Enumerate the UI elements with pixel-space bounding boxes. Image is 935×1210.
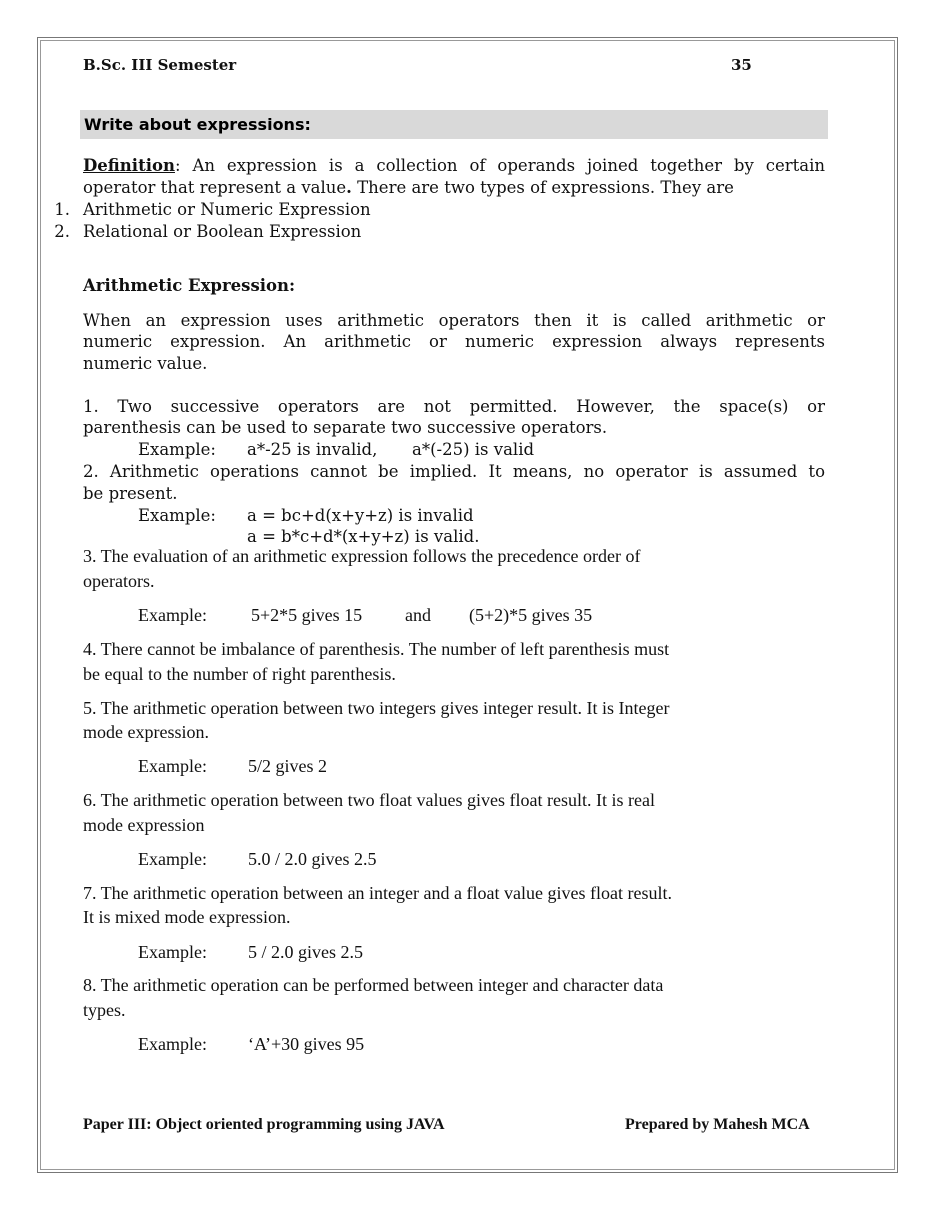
rule-3-example-label: Example:	[138, 605, 207, 625]
rule-6-line-1: 6. The arithmetic operation between two float values gives float result. It is real	[83, 790, 655, 810]
section-heading: Write about expressions:	[84, 115, 311, 134]
rule-3-example-a: 5+2*5 gives 15	[251, 605, 363, 625]
definition-label: Definition	[83, 156, 175, 175]
section-heading-band	[80, 110, 828, 139]
rule-3-line-1: 3. The evaluation of an arithmetic expression follows the precedence order of	[83, 546, 641, 566]
rule-8-line-1: 8. The arithmetic operation can be performed between integer and character data	[83, 975, 664, 995]
definition-text-2b: There are two types of expressions. They are	[351, 178, 734, 197]
arithmetic-title: Arithmetic Expression:	[83, 276, 296, 295]
footer-paper-title: Paper III: Object oriented programming using JAVA	[83, 1116, 445, 1133]
rule-5-line-2: mode expression.	[83, 722, 209, 742]
rule-4-line-1: 4. There cannot be imbalance of parenthesis. The number of left parenthesis must	[83, 639, 670, 659]
rule-8-line-2: types.	[83, 1000, 126, 1020]
rule-7-line-2: It is mixed mode expression.	[83, 907, 291, 927]
definition-text-1: An expression is a collection of operands joined together by certain	[192, 156, 826, 175]
rule-7-example-label: Example:	[138, 942, 207, 962]
rule-8-example: ‘A’+30 gives 95	[248, 1034, 365, 1054]
rule-1-line-2: parenthesis can be used to separate two successive operators.	[83, 418, 608, 437]
rule-4-line-2: be equal to the number of right parenthesis.	[83, 664, 396, 684]
rule-7-example: 5 / 2.0 gives 2.5	[248, 942, 363, 962]
definition-text-2a: operator that represent a value	[83, 178, 347, 197]
rule-5-example-label: Example:	[138, 756, 207, 776]
list-marker: 2.	[54, 222, 70, 241]
rule-2-line-1: 2. Arithmetic operations cannot be implied. It means, no operator is assumed to	[83, 462, 825, 481]
rule-3-example-and: and	[405, 605, 431, 625]
footer-author: Prepared by Mahesh MCA	[625, 1116, 810, 1133]
rule-1-line-1: 1. Two successive operators are not permitted. However, the space(s) or	[83, 397, 825, 416]
rule-2-line-2: be present.	[83, 484, 178, 503]
definition-colon: :	[174, 156, 181, 175]
rule-3-example-b: (5+2)*5 gives 35	[469, 605, 593, 625]
arithmetic-intro-1: When an expression uses arithmetic operators then it is called arithmetic or	[83, 311, 825, 330]
rule-5-line-1: 5. The arithmetic operation between two integers gives integer result. It is Integer	[83, 698, 670, 718]
rule-1-example-valid: a*(-25) is valid	[412, 440, 535, 459]
list-marker: 1.	[54, 200, 70, 219]
rule-6-example-label: Example:	[138, 849, 207, 869]
page-number: 35	[731, 56, 752, 74]
header-course: B.Sc. III Semester	[83, 56, 237, 74]
arithmetic-intro-2: numeric expression. An arithmetic or numeric expression always represents	[83, 332, 825, 351]
rule-7-line-1: 7. The arithmetic operation between an integer and a float value gives float result.	[83, 883, 672, 903]
rule-1-example-label: Example:	[138, 440, 216, 459]
list-item-text: Relational or Boolean Expression	[83, 222, 362, 241]
list-item-text: Arithmetic or Numeric Expression	[83, 200, 371, 219]
rule-6-example: 5.0 / 2.0 gives 2.5	[248, 849, 377, 869]
rule-2-example-valid: a = b*c+d*(x+y+z) is valid.	[247, 527, 480, 546]
arithmetic-intro-3: numeric value.	[83, 354, 208, 373]
definition-bold-dot: .	[346, 178, 352, 197]
rule-5-example: 5/2 gives 2	[248, 756, 327, 776]
definition-line-2	[83, 177, 734, 199]
rule-6-line-2: mode expression	[83, 815, 205, 835]
rule-1-example-invalid: a*-25 is invalid,	[247, 440, 378, 459]
rule-2-example-label: Example:	[138, 506, 216, 525]
rule-8-example-label: Example:	[138, 1034, 207, 1054]
rule-3-line-2: operators.	[83, 571, 155, 591]
definition-line-1	[83, 155, 825, 177]
rule-2-example-invalid: a = bc+d(x+y+z) is invalid	[247, 506, 474, 525]
